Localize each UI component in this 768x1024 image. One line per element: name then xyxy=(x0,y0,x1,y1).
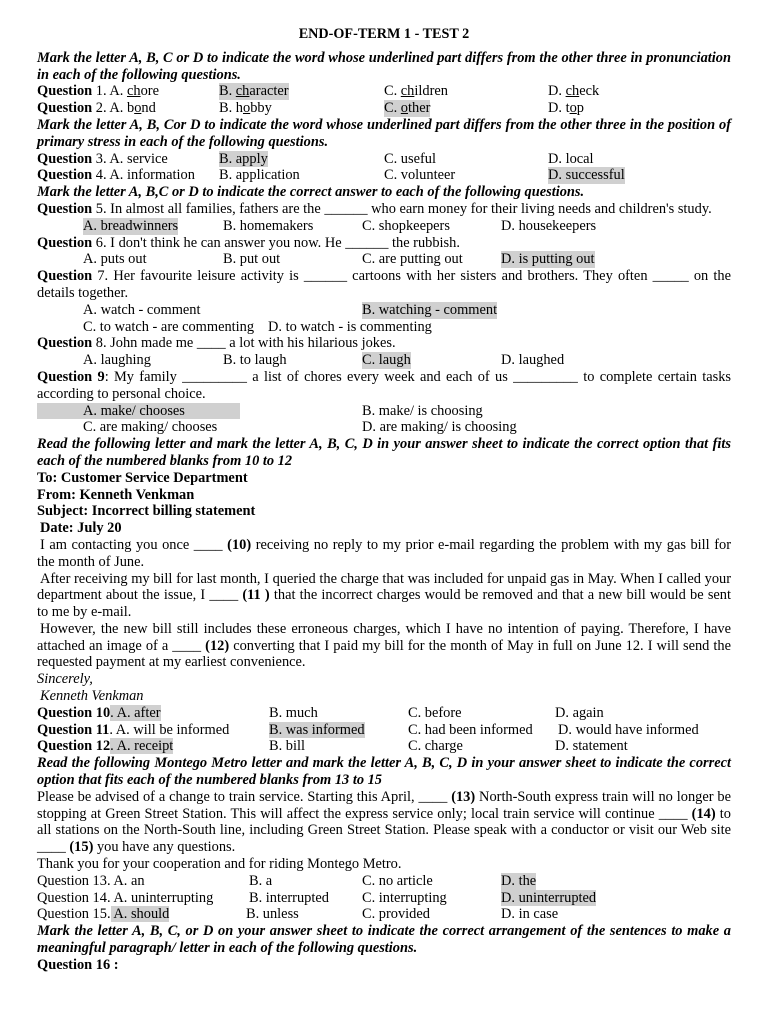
option-a: A. watch - comment xyxy=(83,301,201,318)
option-c: C. provided xyxy=(362,906,430,923)
option-b: B. hobby xyxy=(219,100,272,117)
option-d: D. is putting out xyxy=(501,251,595,268)
question-11: Question 11. A. will be informed B. was informed C. had been informed D. would have informed xyxy=(37,721,699,738)
question-15: Question 15. A. should B. unless C. provided D. in case xyxy=(37,906,559,923)
option-c: C. are putting out xyxy=(362,251,463,268)
option-d: D. housekeepers xyxy=(501,217,597,234)
option-b: B. character xyxy=(219,83,289,100)
letter-closing: Sincerely, xyxy=(37,671,93,688)
question-label: Question xyxy=(37,100,93,117)
option-d: D. statement xyxy=(555,738,628,755)
question-9-options-cd xyxy=(37,419,731,436)
question-1: Question 1. A. chore B. character C. children D. check xyxy=(37,83,600,100)
option-d: D. top xyxy=(548,100,584,117)
question-10: Question 10. A. after B. much C. before D. again xyxy=(37,704,604,721)
question-9: Question 9: My family _________ a list of chores every week and each of us _________ to complete certain tasks according to personal choice. xyxy=(37,368,731,402)
option-a: . A. will be informed xyxy=(109,721,230,738)
document-page xyxy=(37,26,731,974)
question-4: Question 4. A. information B. application C. volunteer D. successful xyxy=(37,167,625,184)
option-b: B. much xyxy=(269,704,318,721)
option-c: C. no article xyxy=(362,872,433,889)
option-d: D. in case xyxy=(501,906,559,923)
metro-letter-paragraph: Please be advised of a change to train service. Starting this April, ____ (13) North-South express train will no longer be stopping at Green Street Station. This will affect the express service only; local train service will continue ____ (14) to all stations on the North-South line, including Green Street Station. Please speak with a conductor or visit our Web site ____ (15) you have any questions. xyxy=(37,788,731,856)
instruction-stress: Mark the letter A, B, Cor D to indicate the word whose underlined part differs from the other three in the position of primary stress in each of the following questions. xyxy=(37,116,731,150)
option-d: D. successful xyxy=(548,167,625,184)
option-a: A. laughing xyxy=(83,352,151,369)
option-d: D. are making/ is choosing xyxy=(362,419,517,436)
question-7-options-cd xyxy=(37,319,731,336)
option-d: D. local xyxy=(548,150,594,167)
question-label: Question xyxy=(37,83,93,100)
option-c: C. before xyxy=(408,704,462,721)
letter-paragraph-3: However, the new bill still includes these erroneous charges, which I have no intention of paying. Therefore, I have attached an image of a ____ (12) converting that I paid my bill for the month of May in full on June 12. I will send the requested payment at my earliest convenience. xyxy=(37,620,731,671)
option-b: B. a xyxy=(249,872,273,889)
option-d: D. the xyxy=(501,872,537,889)
option-a: A. breadwinners xyxy=(83,217,179,234)
question-5: Question 5. In almost all families, fathers are the ______ who earn money for their living needs and children's study. xyxy=(37,200,712,217)
option-a: . A. receipt xyxy=(110,738,174,755)
metro-letter-thanks: Thank you for your cooperation and for riding Montego Metro. xyxy=(37,856,402,873)
letter-from: From: Kenneth Venkman xyxy=(37,486,195,503)
option-a: A. bond xyxy=(109,100,156,117)
option-a: A. information xyxy=(109,167,195,184)
option-a: Question 14. A. uninterrupting xyxy=(37,889,214,906)
option-c: C. volunteer xyxy=(384,167,456,184)
option-b: B. put out xyxy=(223,251,281,268)
option-a: A. puts out xyxy=(83,251,147,268)
question-9-options-ab xyxy=(37,403,731,420)
letter-signature: Kenneth Venkman xyxy=(40,688,144,705)
question-8: Question 8. John made me ____ a lot with his hilarious jokes. xyxy=(37,335,396,352)
question-13 xyxy=(37,873,731,890)
instruction-pronunciation: Mark the letter A, B, C or D to indicate the word whose underlined part differs from the other three in pronunciation in each of the following questions. xyxy=(37,49,731,83)
option-a: . A. after xyxy=(110,704,161,721)
letter-date: Date: July 20 xyxy=(40,520,122,537)
option-c: C. charge xyxy=(408,738,463,755)
letter-subject: Subject: Incorrect billing statement xyxy=(37,503,256,520)
option-b: B. was informed xyxy=(269,721,365,738)
option-b: B. to laugh xyxy=(223,352,287,369)
option-b: B. application xyxy=(219,167,300,184)
question-16: Question 16 : xyxy=(37,956,119,973)
question-2: Question 2. A. bond B. hobby C. other D. top xyxy=(37,100,584,117)
option-d: D. laughed xyxy=(501,352,565,369)
option-a: A. should xyxy=(110,906,170,923)
option-a: A. make/ chooses xyxy=(37,403,240,420)
instruction-letter-2: Read the following Montego Metro letter and mark the letter A, B, C, D in your answer sheet to indicate the correct option that fits each of the numbered blanks from 13 to 15 xyxy=(37,755,731,789)
question-6-options xyxy=(37,251,731,268)
option-d: D. again xyxy=(555,704,604,721)
question-3: Question 3. A. service B. apply C. useful D. local xyxy=(37,150,594,167)
option-b: B. apply xyxy=(219,150,268,167)
option-a: A. chore xyxy=(109,83,159,100)
question-8-options xyxy=(37,352,731,369)
option-b: B. watching - comment xyxy=(362,301,498,318)
question-5-options xyxy=(37,218,731,235)
question-7-options-ab xyxy=(37,302,731,319)
option-a: A. service xyxy=(109,150,168,167)
option-d: D. would have informed xyxy=(558,721,699,738)
option-b: B. homemakers xyxy=(223,217,314,234)
option-b: B. make/ is choosing xyxy=(362,402,483,419)
question-7: Question 7. Her favourite leisure activity is ______ cartoons with her sisters and brothers. They often _____ on the details together. xyxy=(37,268,731,301)
letter-to: To: Customer Service Department xyxy=(37,469,248,486)
option-d: D. to watch - is commenting xyxy=(268,318,432,335)
option-c: C. laugh xyxy=(362,352,411,369)
option-c: C. children xyxy=(384,83,448,100)
option-c: C. are making/ chooses xyxy=(83,419,218,436)
option-c: C. other xyxy=(384,100,431,117)
option-c: C. to watch - are commenting xyxy=(83,318,255,335)
page-title: END-OF-TERM 1 - TEST 2 xyxy=(298,26,470,42)
question-6: Question 6. I don't think he can answer you now. He ______ the rubbish. xyxy=(37,234,460,251)
option-b: B. interrupted xyxy=(249,889,329,906)
option-c: C. had been informed xyxy=(408,721,533,738)
option-b: B. bill xyxy=(269,738,305,755)
option-b: B. unless xyxy=(246,906,299,923)
option-d: D. check xyxy=(548,83,600,100)
letter-paragraph-2: After receiving my bill for last month, I queried the charge that was included for unpaid gas in May. When I called your department about the issue, I ____ (11 ) that the incorrect charges would be removed and that a new bill would be sent to me by e-mail. xyxy=(37,570,732,621)
instruction-letter-1: Read the following letter and mark the letter A, B, C, D in your answer sheet to indicate the correct option that fits each of the numbered blanks from 10 to 12 xyxy=(37,436,731,469)
letter-paragraph-1: I am contacting you once ____ (10) receiving no reply to my prior e-mail regarding the problem with my gas bill for the month of June. xyxy=(37,536,731,570)
question-14 xyxy=(37,890,731,907)
instruction-correct-answer: Mark the letter A, B,C or D to indicate the correct answer to each of the following questions. xyxy=(37,184,585,201)
option-a: Question 13. A. an xyxy=(37,872,145,889)
instruction-arrangement: Mark the letter A, B, C, or D on your answer sheet to indicate the correct arrangement of the sentences to make a meaningful paragraph/ letter in each of the following questions. xyxy=(37,923,731,957)
option-d: D. uninterrupted xyxy=(501,889,597,906)
option-c: C. interrupting xyxy=(362,889,447,906)
option-c: C. shopkeepers xyxy=(362,217,450,234)
option-c: C. useful xyxy=(384,150,436,167)
question-12: Question 12. A. receipt B. bill C. charge D. statement xyxy=(37,738,628,755)
